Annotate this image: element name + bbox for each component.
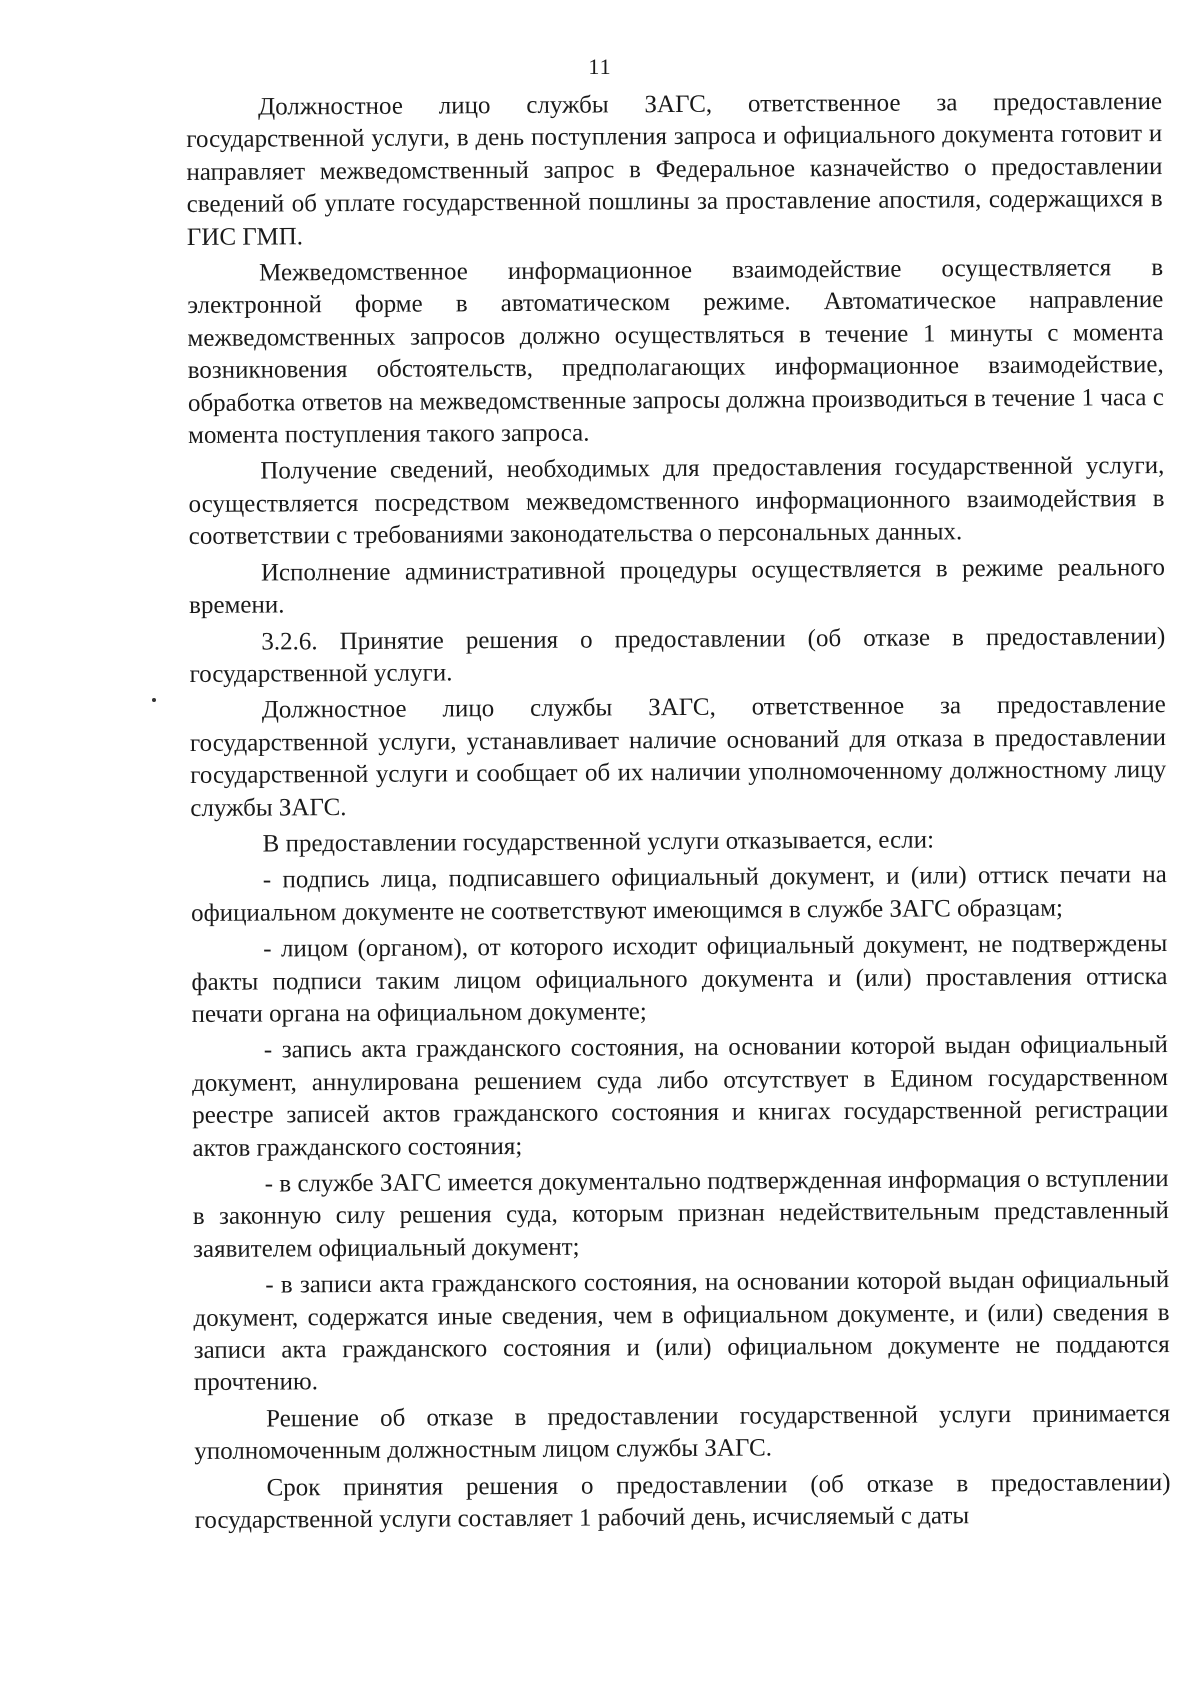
paragraph-6: Должностное лицо службы ЗАГС, ответственное за предоставление государственной услуги, устанавливает наличие оснований для отказа в предоставлении государственной услуги и сообщает об их наличии уполномоченному должностному лицу службы ЗАГС.	[189, 691, 1167, 822]
paragraph-13: Решение об отказе в предоставлении государственной услуги принимается уполномоченным должностным лицом службы ЗАГС.	[194, 1399, 1171, 1466]
paragraph-2: Межведомственное информационное взаимодействие осуществляется в электронной форме в автоматическом режиме. Автоматическое направление межведомственных запросов должно осуществляться в течение 1 минуты с момента возникновения обстоятельств, предполагающих информационное взаимодействие, обработка ответов на межведомственные запросы должна производиться в течение 1 часа с момента поступления такого запроса.	[187, 254, 1164, 450]
refusal-item-4: - в службе ЗАГС имеется документально подтвержденная информация о вступлении в законную силу решения суда, которым признан недействительным представленный заявителем официальный документ;	[192, 1165, 1169, 1263]
refusal-item-5: - в записи акта гражданского состояния, на основании которой выдан официальный документ, содержатся иные сведения, чем в официальном документе, и (или) сведения в записи акта гражданского состояния и (или) официальном документе не поддаются прочтению.	[193, 1266, 1170, 1397]
paragraph-1: Должностное лицо службы ЗАГС, ответственное за предоставление государственной услуги, в день поступления запроса и официального документа готовит и направляет межведомственный запрос в Федеральное казначейство о предоставлении сведений об уплате государственной пошлины за проставление апостиля, содержащихся в ГИС ГМП.	[186, 88, 1163, 251]
page-number: 11	[588, 54, 612, 79]
scan-artifact-dot	[152, 698, 156, 702]
paragraph-4: Исполнение административной процедуры осуществляется в режиме реального времени.	[189, 553, 1166, 620]
refusal-item-3: - запись акта гражданского состояния, на основании которой выдан официальный документ, аннулирована решением суда либо отсутствует в Едином государственном реестре записей актов гражданского состояния и книгах государственной регистрации актов гражданского состояния;	[191, 1031, 1169, 1162]
document-body	[186, 86, 1171, 1541]
section-heading-3-2-6: 3.2.6. Принятие решения о предоставлении (об отказе в предоставлении) государственной услуги.	[189, 622, 1166, 688]
paragraph-14: Срок принятия решения о предоставлении (об отказе в предоставлении) государственной услуги составляет 1 рабочий день, исчисляемый с даты	[194, 1468, 1171, 1535]
refusal-item-1: - подпись лица, подписавшего официальный документ, и (или) оттиск печати на официальном документе не соответствуют имеющимся в службе ЗАГС образцам;	[190, 861, 1167, 927]
paragraph-3: Получение сведений, необходимых для предоставления государственной услуги, осуществляется посредством межведомственного информационного взаимодействия в соответствии с требованиями законодательства о персональных данных.	[188, 452, 1165, 551]
refusal-item-2: - лицом (органом), от которого исходит официальный документ, не подтверждены факты подписи таким лицом официального документа и (или) проставления оттиска печати органа на официальном документе;	[191, 930, 1168, 1028]
refusal-intro: В предоставлении государственной услуги отказывается, если:	[262, 826, 935, 858]
